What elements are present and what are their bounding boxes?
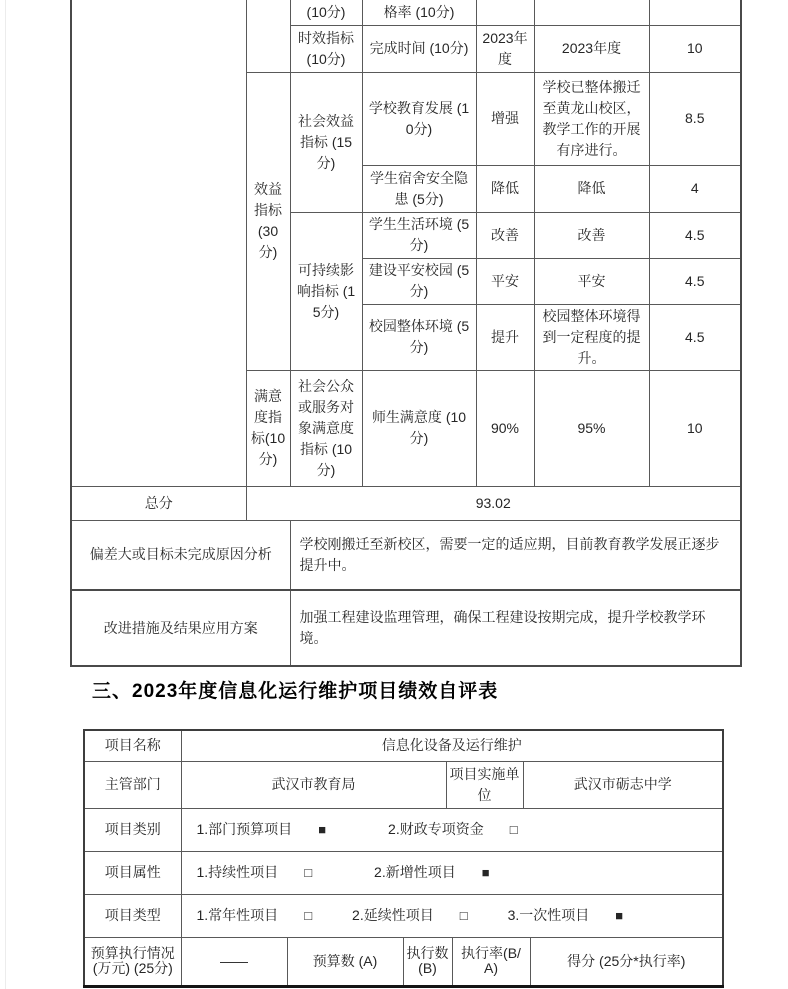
cell-indicator-target: 降低 (476, 165, 534, 212)
option-label: 1.常年性项目 (196, 907, 279, 923)
page-edge-line (5, 0, 6, 989)
option-one-time (508, 905, 624, 926)
checkbox-filled-icon: ■ (615, 908, 624, 923)
table-row-department (84, 761, 723, 808)
checkbox-filled-icon: ■ (318, 822, 327, 837)
cell-timeliness-name: 完成时间 (10分) (362, 25, 476, 72)
cell-attribute-options (181, 851, 723, 894)
checkbox-empty-icon: □ (509, 822, 518, 837)
cell-satisfaction-actual: 95% (534, 370, 649, 486)
cell-satisfaction-score: 10 (649, 370, 741, 486)
option-new (374, 862, 490, 883)
cell-timeliness-score: 10 (649, 25, 741, 72)
cell-left-merged-empty (71, 0, 246, 486)
cell-dept-label: 主管部门 (84, 761, 181, 808)
cell-empty (534, 0, 649, 25)
attribute-options (185, 862, 720, 883)
cell-indicator-actual: 平安 (534, 258, 649, 304)
cell-indicator-score: 4.5 (649, 212, 741, 258)
cell-budget-label: 预算执行情况 (万元) (25分) (84, 937, 181, 986)
option-label: 2.财政专项资金 (388, 821, 484, 837)
option-label: 2.新增性项目 (374, 864, 456, 880)
cell-indicator-score: 8.5 (649, 72, 741, 165)
cell-satisfaction-sublabel: 社会公众或服务对象满意度指标 (10分) (290, 370, 362, 486)
cell-sustain-label: 可持续影响指标 (15分) (290, 212, 362, 370)
cell-total-value: 93.02 (246, 486, 741, 520)
cell-impl-label: 项目实施单位 (446, 761, 523, 808)
option-label: 3.一次性项目 (507, 907, 590, 923)
cell-indicator-actual: 降低 (534, 165, 649, 212)
cell-type-label: 项目类型 (84, 894, 181, 937)
checkbox-empty-icon: □ (304, 908, 313, 923)
section-heading: 三、2023年度信息化运行维护项目绩效自评表 (92, 681, 499, 702)
cell-indicator-target: 平安 (476, 258, 534, 304)
table-row-total (71, 486, 741, 520)
cell-indicator-name: 学生生活环境 (5分) (362, 212, 476, 258)
category-options (185, 819, 720, 840)
cell-exec-rate-label: 执行率(B/ A) (452, 937, 530, 986)
cell-timeliness-actual: 2023年度 (534, 25, 649, 72)
cell-timeliness-indicator: 时效指标 (10分) (290, 25, 362, 72)
cell-score-formula-label: 得分 (25分*执行率) (530, 937, 723, 986)
cell-indicator-score: 4 (649, 165, 741, 212)
option-label: 1.部门预算项目 (196, 821, 293, 837)
cell-attribute-label: 项目属性 (84, 851, 181, 894)
table-row-attribute (84, 851, 723, 894)
cell-dept-value: 武汉市教育局 (181, 761, 446, 808)
cell-category-label: 项目类别 (84, 808, 181, 851)
cell-indicator-target: 改善 (476, 212, 534, 258)
cell-indicator-name: 建设平安校园 (5分) (362, 258, 476, 304)
cell-indicator-target: 提升 (476, 304, 534, 370)
table-row-category (84, 808, 723, 851)
option-extension (352, 905, 468, 926)
option-label: 1.持续性项目 (196, 864, 279, 880)
cell-deviation-label: 偏差大或目标未完成原因分析 (71, 520, 290, 590)
cell-satisfaction-label: 满意度指标(10分) (246, 370, 290, 486)
cell-type-options (181, 894, 723, 937)
cell-name-fragment: 格率 (10分) (362, 0, 476, 25)
cell-empty (649, 0, 741, 25)
cell-indicator-name: 校园整体环境 (5分) (362, 304, 476, 370)
cell-exec-amount-label: 执行数 (B) (403, 937, 452, 986)
cell-benefit-label: 效益指标 (30分) (246, 72, 290, 370)
cell-total-label: 总分 (71, 486, 246, 520)
cell-indicator-name: 学校教育发展 (10分) (362, 72, 476, 165)
cell-impl-value: 武汉市砺志中学 (523, 761, 723, 808)
option-fiscal-special (388, 819, 518, 840)
table-row-budget-execution (84, 937, 723, 986)
cell-output-indicator-merged-empty (246, 0, 290, 72)
cell-budget-amount-label: 预算数 (A) (287, 937, 403, 986)
it-project-eval-table (83, 729, 724, 988)
cell-satisfaction-name: 师生满意度 (10分) (362, 370, 476, 486)
checkbox-empty-icon: □ (304, 865, 313, 880)
option-continuing (197, 862, 313, 883)
cell-improvement-value: 加强工程建设监理管理，确保工程建设按期完成，提升学校教学环境。 (290, 590, 741, 666)
table-row-type (84, 894, 723, 937)
table-row-improvement (71, 590, 741, 666)
cell-social-benefit-label: 社会效益指标 (15分) (290, 72, 362, 212)
cell-indicator-actual: 改善 (534, 212, 649, 258)
cell-empty (476, 0, 534, 25)
option-label: 2.延续性项目 (352, 907, 434, 923)
option-dept-budget (197, 819, 327, 840)
cell-timeliness-target: 2023年度 (476, 25, 534, 72)
cell-indicator-fragment: (10分) (290, 0, 362, 25)
option-annual (197, 905, 313, 926)
cell-improvement-label: 改进措施及结果应用方案 (71, 590, 290, 666)
cell-deviation-value: 学校刚搬迁至新校区，需要一定的适应期，目前教育教学发展正逐步提升中。 (290, 520, 741, 590)
performance-eval-table (70, 0, 742, 667)
cell-indicator-score: 4.5 (649, 258, 741, 304)
cell-category-options (181, 808, 723, 851)
cell-indicator-name: 学生宿舍安全隐患 (5分) (362, 165, 476, 212)
cell-budget-dash: —— (181, 937, 287, 986)
table-row-project-name (84, 730, 723, 761)
cell-project-name-label: 项目名称 (84, 730, 181, 761)
checkbox-filled-icon: ■ (481, 865, 490, 880)
cell-indicator-score: 4.5 (649, 304, 741, 370)
table-row (71, 0, 741, 25)
cell-indicator-actual: 校园整体环境得到一定程度的提升。 (534, 304, 649, 370)
cell-satisfaction-target: 90% (476, 370, 534, 486)
cell-project-name-value: 信息化设备及运行维护 (181, 730, 723, 761)
type-options (185, 905, 720, 926)
cell-indicator-target: 增强 (476, 72, 534, 165)
table-row-deviation (71, 520, 741, 590)
cell-indicator-actual: 学校已整体搬迁至黄龙山校区，教学工作的开展有序进行。 (534, 72, 649, 165)
checkbox-empty-icon: □ (459, 908, 468, 923)
